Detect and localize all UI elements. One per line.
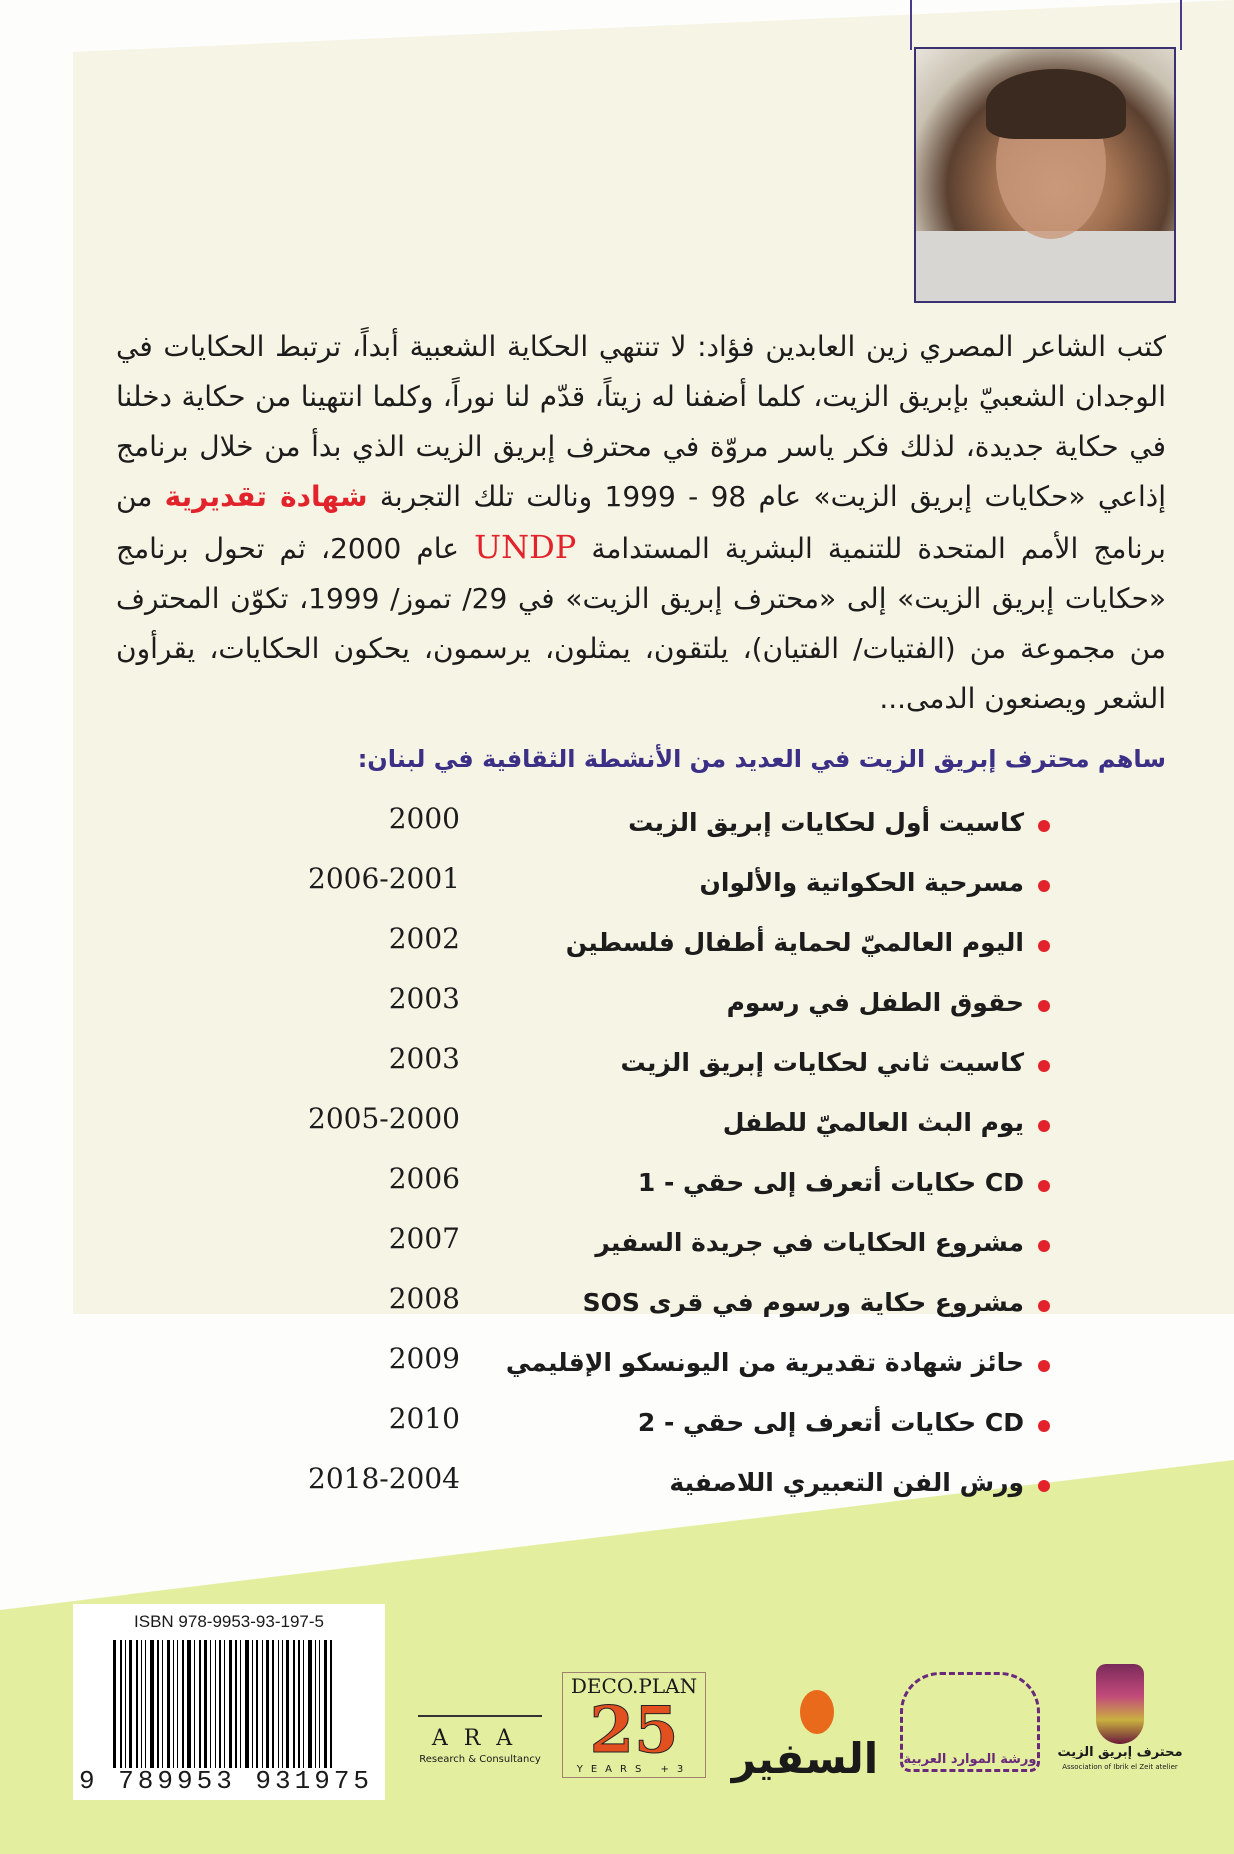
barcode-bar [150, 1640, 154, 1768]
ibrik-arabic-name: محترف إبريق الزيت [1057, 1745, 1183, 1760]
deco-title: DECO.PLAN [570, 1674, 698, 1698]
jug-icon [1096, 1664, 1144, 1744]
activity-label: اليوم العالميّ لحماية أطفال فلسطين [565, 928, 1024, 957]
barcode-bar [235, 1640, 237, 1768]
bullet-icon [1038, 1420, 1050, 1432]
barcode-bar [315, 1640, 316, 1768]
bullet-icon [1038, 1300, 1050, 1312]
activity-year: 2008 [388, 1282, 460, 1315]
undp-label: UNDP [474, 528, 577, 566]
barcode-bar [194, 1640, 195, 1768]
barcode-bar [157, 1640, 159, 1768]
activity-item [290, 1338, 1050, 1398]
isbn-barcode [73, 1604, 385, 1800]
barcode-bar [125, 1640, 126, 1768]
activity-item [290, 1098, 1050, 1158]
ara-title: ARA [431, 1726, 529, 1751]
activity-item [290, 1038, 1050, 1098]
barcode-digits: 9 789953 931975 [79, 1766, 374, 1796]
bullet-icon [1038, 1360, 1050, 1372]
barcode-bar [278, 1640, 279, 1768]
bullet-icon [1038, 820, 1050, 832]
activity-label: كاسيت ثاني لحكايات إبريق الزيت [620, 1048, 1024, 1077]
deco-number: 25 [589, 1693, 679, 1768]
activity-item [290, 978, 1050, 1038]
activity-label: مشروع الحكايات في جريدة السفير [595, 1228, 1024, 1257]
highlight-certificate: شهادة تقديرية [164, 480, 368, 513]
activity-label: CD حكايات أتعرف إلى حقي - 2 [637, 1408, 1024, 1437]
ara-logo [410, 1715, 550, 1767]
bullet-icon [1038, 940, 1050, 952]
paragraph-text: من برنامج الأمم المتحدة للتنمية البشرية المستدامة [116, 480, 1166, 565]
activity-label: مشروع حكاية ورسوم في قرى SOS [582, 1288, 1024, 1317]
activity-item [290, 798, 1050, 858]
bullet-icon [1038, 1240, 1050, 1252]
barcode-bar [256, 1640, 258, 1768]
ibrik-el-zeit-logo [1050, 1664, 1190, 1772]
activity-year: 2003 [388, 1042, 460, 1075]
ara-subtitle: Research & Consultancy [419, 1754, 541, 1765]
barcode-bar [282, 1640, 283, 1768]
paragraph-text: عام 2000، ثم تحول برنامج «حكايات إبريق الزيت» إلى «محترف إبريق الزيت» في 29/ تموز/ 1999، تكوّن المحترف من مجموعة من (الفتيات/ الفتيان)، يلتقون، يمثلون، يرسمون، يحكون الحكايات، يقرأون الشعر ويصنعون الدمى... [116, 532, 1166, 715]
assafir-logo [720, 1690, 890, 1784]
barcode-bar [129, 1640, 132, 1768]
barcode-bar [293, 1640, 295, 1768]
activity-label: مسرحية الحكواتية والألوان [699, 868, 1024, 897]
barcode-bar [262, 1640, 263, 1768]
barcode-bar [120, 1640, 122, 1768]
activities-list [290, 798, 1050, 1518]
activity-year: 2018-2004 [308, 1462, 460, 1495]
barcode-bar [272, 1640, 274, 1768]
barcode-bar [308, 1640, 312, 1768]
activity-item [290, 1158, 1050, 1218]
barcode-bar [286, 1640, 289, 1768]
barcode-bar [215, 1640, 216, 1768]
activity-label: حقوق الطفل في رسوم [726, 988, 1024, 1017]
barcode-bar [187, 1640, 191, 1768]
author-photo [914, 47, 1176, 303]
activity-item [290, 1458, 1050, 1518]
bullet-icon [1038, 1000, 1050, 1012]
barcode-bar [136, 1640, 138, 1768]
activity-label: ورش الفن التعبيري اللاصفية [669, 1468, 1024, 1497]
activity-label: كاسيت أول لحكايات إبريق الزيت [628, 808, 1024, 837]
activity-item [290, 918, 1050, 978]
activity-year: 2006 [388, 1162, 460, 1195]
barcode-bar [266, 1640, 269, 1768]
activity-item [290, 1398, 1050, 1458]
barcode-bar [324, 1640, 327, 1768]
barcode-bar [177, 1640, 178, 1768]
bullet-icon [1038, 880, 1050, 892]
activity-year: 2007 [388, 1222, 460, 1255]
barcode-bar [219, 1640, 221, 1768]
barcode-bar [162, 1640, 163, 1768]
workshop-logo [900, 1672, 1040, 1772]
activity-label: يوم البث العالميّ للطفل [722, 1108, 1024, 1137]
bullet-icon [1038, 1060, 1050, 1072]
activities-heading: ساهم محترف إبريق الزيت في العديد من الأنشطة الثقافية في لبنان: [357, 745, 1166, 773]
barcode-bar [245, 1640, 249, 1768]
activity-label: CD حكايات أتعرف إلى حقي - 1 [637, 1168, 1024, 1197]
bullet-icon [1038, 1480, 1050, 1492]
frame-line [910, 0, 912, 50]
barcode-bar [210, 1640, 211, 1768]
safir-text: السفير [731, 1734, 879, 1783]
barcode-bar [204, 1640, 207, 1768]
barcode-bar [303, 1640, 304, 1768]
activity-year: 2003 [388, 982, 460, 1015]
activity-label: حائز شهادة تقديرية من اليونسكو الإقليمي [505, 1348, 1024, 1377]
description-paragraph [116, 322, 1166, 724]
activity-year: 2010 [388, 1402, 460, 1435]
ibrik-english-name: Association of Ibrik el Zeit atelier [1062, 1763, 1178, 1771]
barcode-bar [113, 1640, 116, 1768]
activity-year: 2006-2001 [308, 862, 460, 895]
bullet-icon [1038, 1180, 1050, 1192]
frame-line [1180, 0, 1182, 50]
workshop-text: ورشة الموارد العربية [903, 1752, 1037, 1767]
barcode-bar [224, 1640, 225, 1768]
barcode-bar [182, 1640, 184, 1768]
paragraph-text: كتب الشاعر المصري زين العابدين فؤاد: لا تنتهي الحكاية الشعبية أبداً، ترتبط الحكايات في الوجدان الشعبيّ بإبريق الزيت، كلما أضفنا له زيتاً، قدّم لنا نوراً، وكلما انتهينا من حكاية دخلنا في حكاية جديدة، لذلك فكر ياسر مروّة في محترف إبريق الزيت الذي بدأ من خلال برنامج إذاعي «حكايات إبريق الزيت» عام 98 - 1999 ونالت تلك التجربة [116, 330, 1167, 513]
activity-year: 2000 [388, 802, 460, 835]
deco-years: YEARS +3 [576, 1764, 692, 1775]
activity-year: 2002 [388, 922, 460, 955]
activity-item [290, 1278, 1050, 1338]
barcode-bar [229, 1640, 232, 1768]
barcode-bar [330, 1640, 332, 1768]
barcode-bars [113, 1640, 375, 1768]
activity-year: 2009 [388, 1342, 460, 1375]
barcode-bar [173, 1640, 174, 1768]
isbn-text: ISBN 978-9953-93-197-5 [134, 1612, 324, 1631]
bullet-icon [1038, 1120, 1050, 1132]
activity-year: 2005-2000 [308, 1102, 460, 1135]
barcode-bar [319, 1640, 320, 1768]
activity-item [290, 1218, 1050, 1278]
barcode-bar [199, 1640, 201, 1768]
barcode-bar [240, 1640, 241, 1768]
barcode-bar [141, 1640, 142, 1768]
barcode-bar [167, 1640, 170, 1768]
barcode-bar [298, 1640, 300, 1768]
activity-item [290, 858, 1050, 918]
barcode-bar [145, 1640, 146, 1768]
barcode-bar [252, 1640, 253, 1768]
main-content [116, 322, 1166, 1518]
decoplan-logo [562, 1672, 706, 1778]
